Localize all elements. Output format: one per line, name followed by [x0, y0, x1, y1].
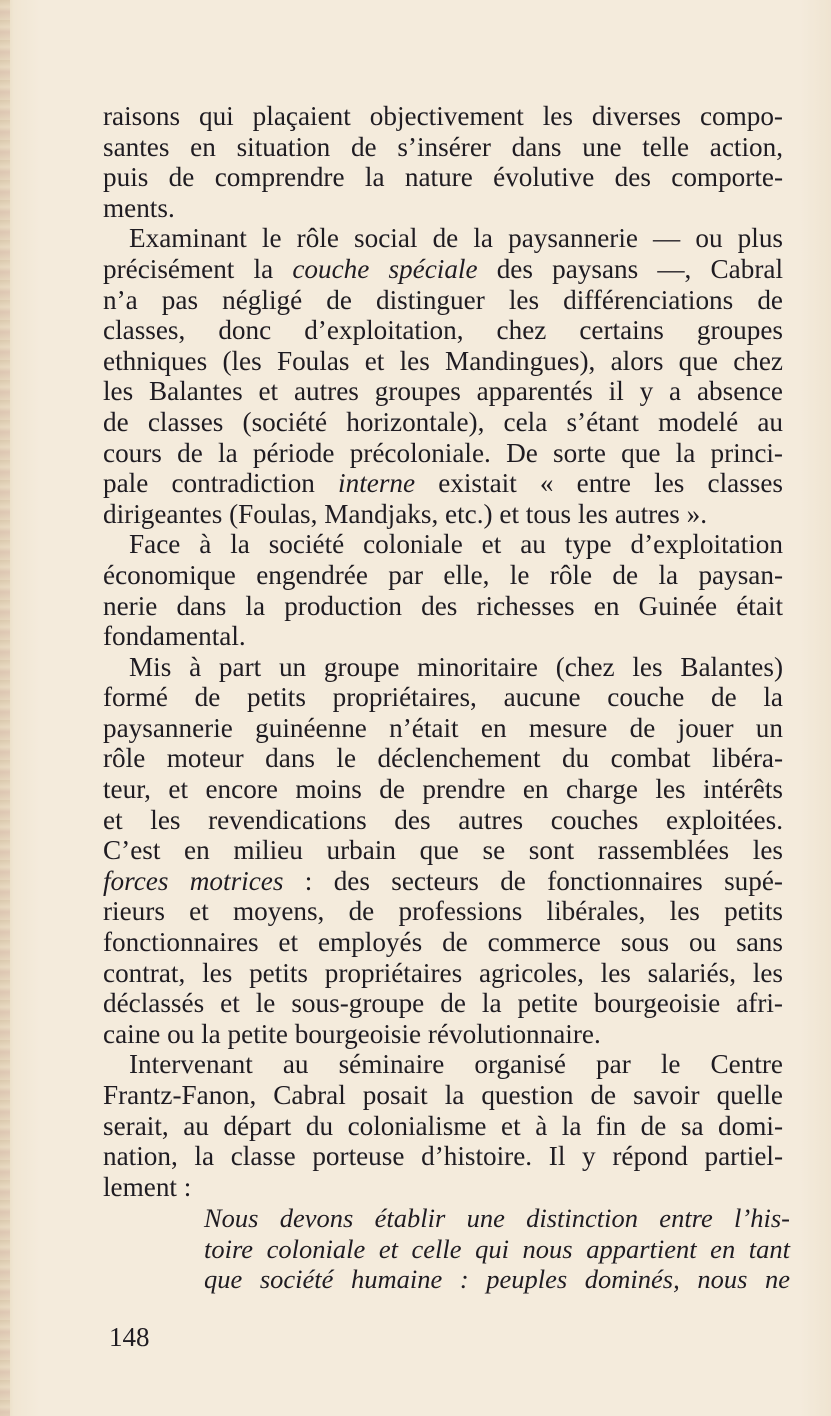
body-text: [103, 101, 783, 1202]
text-line: déclassés et le sous-groupe de la petite bourgeoisie afri-: [103, 988, 783, 1019]
text-line: Intervenant au séminaire organisé par le Centre: [129, 1049, 783, 1080]
text-line: économique engendrée par elle, le rôle de la paysan-: [103, 559, 783, 590]
text-line: santes en situation de s’insérer dans une telle action,: [103, 131, 783, 162]
text-line: serait, au départ du colonialisme et à la fin de sa domi-: [103, 1110, 783, 1141]
page-number: 148: [109, 1322, 150, 1352]
text-line: classes, donc d’exploitation, chez certains groupes: [103, 315, 783, 346]
text-line: contrat, les petits propriétaires agricoles, les salariés, les: [103, 957, 783, 988]
text-line: les Balantes et autres groupes apparentés il y a absence: [103, 376, 783, 407]
quote-line: toire coloniale et celle qui nous appartient en tant: [204, 1233, 790, 1264]
text-line: raisons qui plaçaient objectivement les diverses compo-: [103, 101, 783, 131]
text-line: lement :: [103, 1171, 192, 1202]
text-line: teur, et encore moins de prendre en charge les intérêts: [103, 774, 783, 805]
text-line: ethniques (les Foulas et les Mandingues), alors que chez: [103, 345, 783, 376]
text-line: caine ou la petite bourgeoisie révolutionnaire.: [103, 1018, 601, 1049]
text-line: nerie dans la production des richesses en Guinée était: [103, 590, 783, 621]
text-line: cours de la période précoloniale. De sorte que la princi-: [103, 437, 783, 468]
italic-term: interne: [338, 468, 416, 499]
text-line: dirigeantes (Foulas, Mandjaks, etc.) et tous les autres ».: [103, 498, 708, 529]
quote-line: que société humaine : peuples dominés, nous ne: [204, 1264, 790, 1295]
block-quote: [204, 1203, 790, 1295]
text-line: fondamental.: [103, 621, 246, 652]
text-line: rieurs et moyens, de professions libérales, les petits: [103, 896, 783, 927]
text-line: [103, 254, 783, 285]
text-line: rôle moteur dans le déclenchement du combat libéra-: [103, 743, 783, 774]
page-binding-edge: [0, 0, 10, 1416]
text-line: [103, 468, 783, 499]
text-run: précisément la: [103, 253, 293, 284]
text-line: n’a pas négligé de distinguer les différenciations de: [103, 284, 783, 315]
text-run: pale contradiction: [103, 468, 339, 499]
text-line: Face à la société coloniale et au type d’exploitation: [129, 529, 783, 560]
text-line: et les revendications des autres couches exploitées.: [103, 804, 783, 835]
text-line: Examinant le rôle social de la paysannerie — ou plus: [129, 223, 783, 254]
text-run: : des secteurs de fonctionnaires supé-: [283, 865, 783, 896]
text-line: [103, 866, 783, 897]
text-line: puis de comprendre la nature évolutive des comporte-: [103, 162, 783, 193]
quote-line: Nous devons établir une distinction entre l’his-: [204, 1203, 790, 1233]
text-run: existait « entre les classes: [415, 468, 783, 499]
text-line: fonctionnaires et employés de commerce sous ou sans: [103, 927, 783, 958]
text-line: formé de petits propriétaires, aucune couche de la: [103, 682, 783, 713]
text-line: de classes (société horizontale), cela s’étant modelé au: [103, 406, 783, 437]
text-line: ments.: [103, 192, 175, 223]
text-line: nation, la classe porteuse d’histoire. Il y répond partiel-: [103, 1141, 783, 1172]
italic-term: couche spéciale: [292, 253, 478, 284]
text-line: paysannerie guinéenne n’était en mesure de jouer un: [103, 712, 783, 743]
text-run: des paysans —, Cabral: [477, 253, 783, 284]
italic-term: forces motrices: [103, 865, 284, 896]
text-line: Mis à part un groupe minoritaire (chez les Balantes): [129, 651, 783, 682]
text-line: C’est en milieu urbain que se sont rassemblées les: [103, 835, 783, 866]
text-line: Frantz-Fanon, Cabral posait la question de savoir quelle: [103, 1080, 783, 1110]
